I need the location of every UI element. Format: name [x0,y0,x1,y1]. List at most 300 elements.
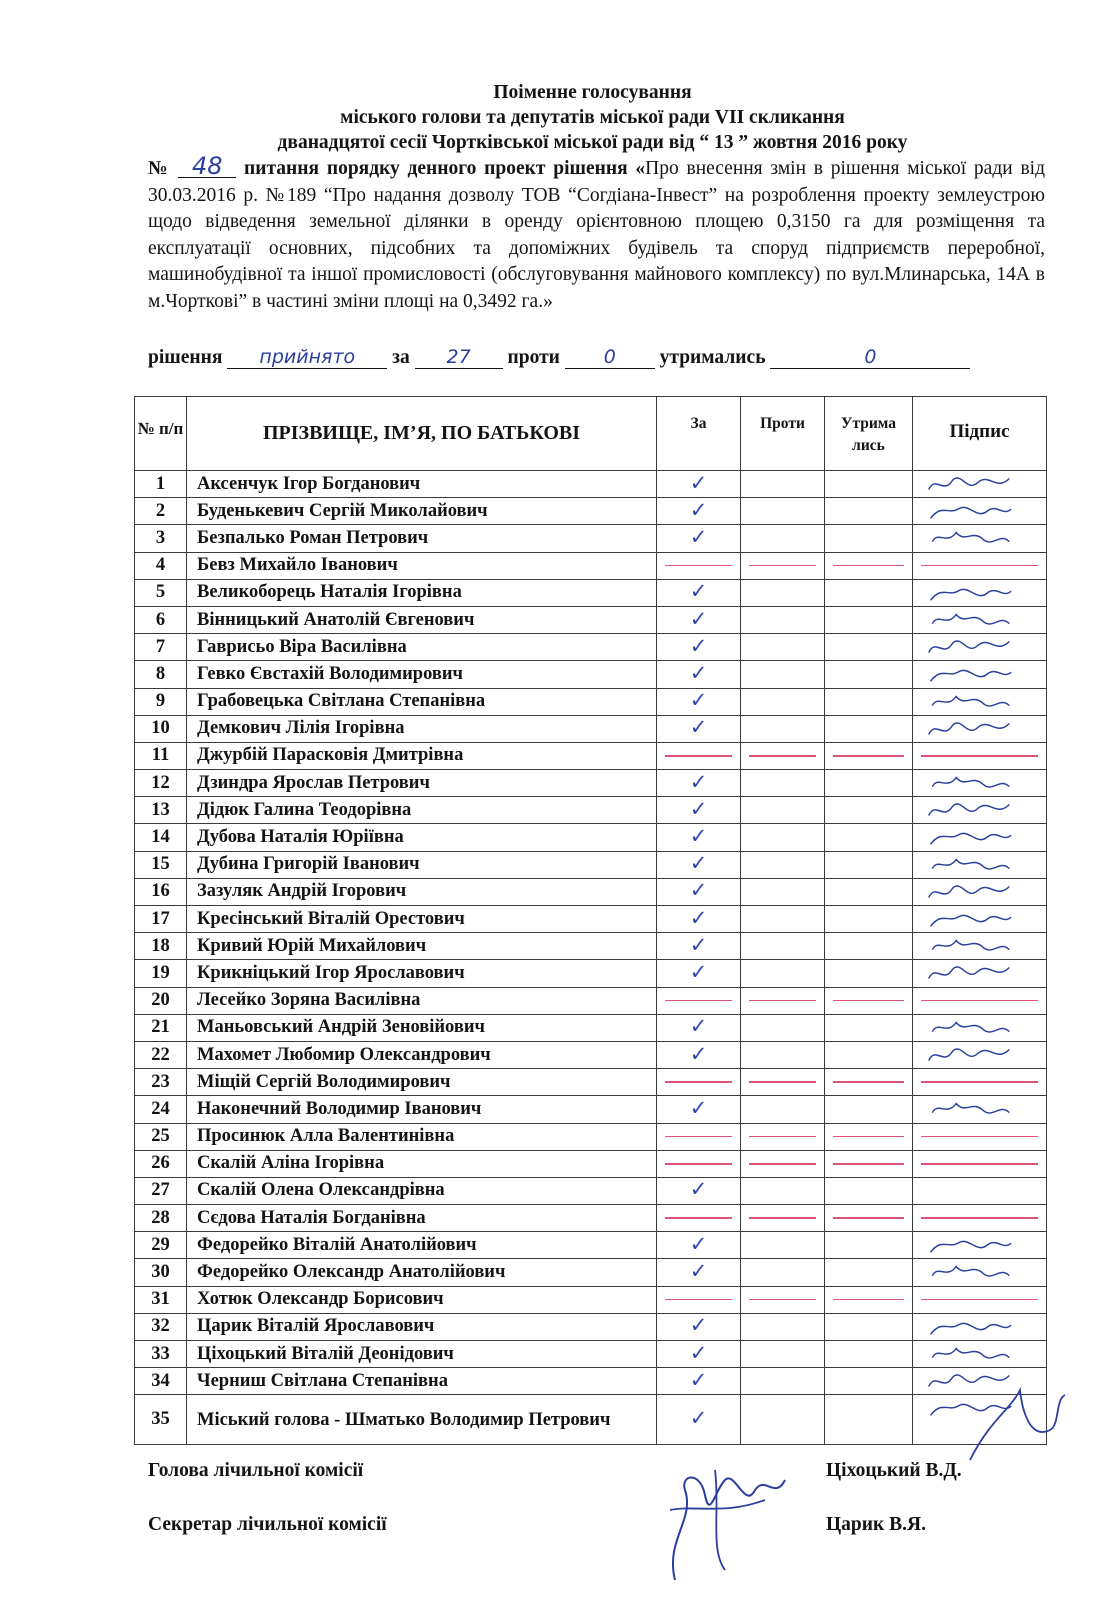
handwritten-signature [921,1098,1017,1120]
row-number: 2 [135,498,187,525]
table-row [135,1286,1047,1313]
checkmark-icon: ✓ [689,660,708,685]
row-name: Крикніцький Ігор Ярославович [187,960,657,987]
table-row [135,688,1047,715]
checkmark-icon: ✓ [689,688,708,713]
row-name: Кривий Юрій Михайлович [187,933,657,960]
row-number: 20 [135,987,187,1014]
absent-strike-line [921,1217,1038,1219]
row-name: Міщій Сергій Володимирович [187,1069,657,1096]
vote-abstain-cell [825,471,913,498]
header-name: ПРІЗВИЩЕ, ІМ’Я, ПО БАТЬКОВІ [187,397,657,471]
absent-strike-line [921,565,1038,567]
header-abstain: Утрима лись [825,397,913,471]
checkmark-icon: ✓ [689,1177,708,1202]
document-header [140,80,1045,155]
absent-strike-line [665,1000,732,1002]
header-session: дванадцятої сесії Чортківської міської ради від “ 13 ” жовтня 2016 року [277,132,908,153]
vote-for-cell [657,1368,741,1395]
checkmark-icon: ✓ [689,1231,708,1256]
handwritten-signature [921,1234,1017,1256]
row-number: 6 [135,606,187,633]
table-row [135,552,1047,579]
chair-label: Голова лічильної комісії [148,1460,364,1481]
vote-for-cell [657,960,741,987]
vote-for-cell [657,1014,741,1041]
vote-against-cell [741,987,825,1014]
absent-strike-line [749,1217,816,1219]
handwritten-signature [921,1316,1017,1338]
abstain-label: утримались [659,347,766,368]
for-label: за [392,347,410,368]
vote-for-cell [657,498,741,525]
table-row [135,498,1047,525]
checkmark-icon: ✓ [689,878,708,903]
absent-strike-line [921,1163,1038,1165]
table-row [135,634,1047,661]
vote-against-cell [741,960,825,987]
checkmark-icon: ✓ [689,524,708,549]
row-number: 30 [135,1259,187,1286]
row-name: Хотюк Олександр Борисович [187,1286,657,1313]
secretary-label: Секретар лічильної комісії [148,1514,387,1535]
row-name: Царик Віталій Ярославович [187,1313,657,1340]
signature-cell [913,1341,1047,1368]
absent-strike-line [749,565,816,567]
table-row [135,1150,1047,1177]
checkmark-icon: ✓ [689,1406,708,1431]
vote-abstain-cell [825,606,913,633]
table-row [135,661,1047,688]
row-number: 34 [135,1368,187,1395]
signature-cell [913,906,1047,933]
vote-for-cell [657,770,741,797]
vote-abstain-cell [825,742,913,769]
table-row [135,1259,1047,1286]
signature-cell [913,960,1047,987]
row-number: 28 [135,1205,187,1232]
table-row [135,1041,1047,1068]
row-name: Гаврисьо Віра Василівна [187,634,657,661]
vote-abstain-cell [825,797,913,824]
vote-against-cell [741,1368,825,1395]
against-label: проти [507,347,560,368]
checkmark-icon: ✓ [689,796,708,821]
absent-strike-line [921,1136,1038,1138]
checkmark-icon: ✓ [689,1259,708,1284]
vote-for-cell [657,661,741,688]
checkmark-icon: ✓ [689,1041,708,1066]
row-name: Маньовський Андрій Зеновійович [187,1014,657,1041]
row-number: 3 [135,525,187,552]
table-row [135,797,1047,824]
signature-cell [913,1205,1047,1232]
signature-cell [913,715,1047,742]
vote-for-cell [657,1069,741,1096]
row-number: 1 [135,471,187,498]
vote-against-cell [741,1123,825,1150]
table-row [135,1395,1047,1445]
vote-against-cell [741,552,825,579]
row-name: Дзиндра Ярослав Петрович [187,770,657,797]
vote-for-cell [657,1286,741,1313]
checkmark-icon: ✓ [689,1313,708,1338]
vote-rows [135,471,1047,1445]
table-row [135,1123,1047,1150]
vote-against-cell [741,661,825,688]
vote-for-cell [657,1096,741,1123]
signature-cell [913,851,1047,878]
absent-strike-line [833,1136,904,1138]
checkmark-icon: ✓ [689,1014,708,1039]
vote-abstain-cell [825,1205,913,1232]
row-name: Гевко Євстахій Володимирович [187,661,657,688]
row-name: Скалій Аліна Ігорівна [187,1150,657,1177]
vote-against-cell [741,634,825,661]
row-name: Великоборець Наталія Ігорівна [187,579,657,606]
table-row [135,1232,1047,1259]
handwritten-signature [921,500,1017,522]
handwritten-signature [921,527,1017,549]
vote-against-cell [741,606,825,633]
vote-against-cell [741,498,825,525]
row-number: 24 [135,1096,187,1123]
vote-for-cell [657,1259,741,1286]
vote-against-cell [741,770,825,797]
decision-label: рішення [148,347,223,368]
vote-abstain-cell [825,1368,913,1395]
vote-against-cell [741,1096,825,1123]
vote-abstain-cell [825,552,913,579]
table-row [135,606,1047,633]
signature-cell [913,987,1047,1014]
handwritten-signature [921,691,1017,713]
signature-cell [913,1259,1047,1286]
row-name: Грабовецька Світлана Степанівна [187,688,657,715]
for-count-field [415,346,503,369]
row-name: Кресінський Віталій Орестович [187,906,657,933]
table-row [135,851,1047,878]
decision-line [148,344,1045,372]
row-number: 11 [135,742,187,769]
vote-abstain-cell [825,1259,913,1286]
vote-abstain-cell [825,1177,913,1204]
handwritten-signature [921,1017,1017,1039]
absent-strike-line [833,1299,904,1301]
signature-cell [913,742,1047,769]
header-signature: Підпис [913,397,1047,471]
absent-strike-line [749,755,816,757]
signature-cell [913,933,1047,960]
vote-for-cell [657,1313,741,1340]
handwritten-signature [921,663,1017,685]
absent-strike-line [665,1217,732,1219]
vote-abstain-cell [825,525,913,552]
signature-cell [913,1123,1047,1150]
vote-against-cell [741,1150,825,1177]
vote-table [134,396,1047,1445]
vote-abstain-cell [825,1069,913,1096]
header-title: Поіменне голосування [493,82,692,103]
row-name: Сєдова Наталія Богданівна [187,1205,657,1232]
header-subtitle: міського голови та депутатів міської ради VII скликання [340,107,845,128]
vote-abstain-cell [825,770,913,797]
checkmark-icon: ✓ [689,851,708,876]
table-row [135,906,1047,933]
row-name: Дубова Наталія Юріївна [187,824,657,851]
signature-cell [913,688,1047,715]
vote-abstain-cell [825,878,913,905]
vote-for-cell [657,552,741,579]
checkmark-icon: ✓ [689,579,708,604]
signature-cell [913,797,1047,824]
vote-against-cell [741,715,825,742]
vote-for-cell [657,634,741,661]
table-row [135,824,1047,851]
vote-abstain-cell [825,688,913,715]
row-number: 35 [135,1395,187,1445]
row-number: 14 [135,824,187,851]
abstain-count: 0 [864,346,877,368]
signature-cell [913,634,1047,661]
table-row [135,878,1047,905]
vote-abstain-cell [825,824,913,851]
signature-cell [913,661,1047,688]
vote-abstain-cell [825,987,913,1014]
vote-for-cell [657,742,741,769]
row-number: 5 [135,579,187,606]
row-name: Лесейко Зоряна Василівна [187,987,657,1014]
checkmark-icon: ✓ [689,769,708,794]
row-number: 32 [135,1313,187,1340]
row-name: Наконечний Володимир Іванович [187,1096,657,1123]
handwritten-signature [921,473,1017,495]
vote-abstain-cell [825,1232,913,1259]
row-name: Скалій Олена Олександрівна [187,1177,657,1204]
checkmark-icon: ✓ [689,606,708,631]
handwritten-signature [921,636,1017,658]
vote-against-cell [741,878,825,905]
table-row [135,1205,1047,1232]
vote-abstain-cell [825,1041,913,1068]
absent-strike-line [665,1081,732,1083]
row-number: 26 [135,1150,187,1177]
row-name: Дубина Григорій Іванович [187,851,657,878]
vote-against-cell [741,1069,825,1096]
handwritten-signature [921,772,1017,794]
absent-strike-line [833,755,904,757]
signature-cell [913,579,1047,606]
table-row [135,1177,1047,1204]
header-against: Проти [741,397,825,471]
commission-signatures [655,1450,805,1590]
vote-against-cell [741,851,825,878]
table-row [135,770,1047,797]
vote-for-cell [657,1341,741,1368]
row-number: 15 [135,851,187,878]
row-number: 8 [135,661,187,688]
absent-strike-line [749,1081,816,1083]
row-number: 17 [135,906,187,933]
vote-against-cell [741,525,825,552]
header-for: За [657,397,741,471]
checkmark-icon: ✓ [689,470,708,495]
vote-against-cell [741,688,825,715]
vote-against-cell [741,1286,825,1313]
row-number: 13 [135,797,187,824]
vote-against-cell [741,1259,825,1286]
row-name: Бевз Михайло Іванович [187,552,657,579]
question-text [148,152,1045,315]
question-number [178,152,236,180]
checkmark-icon: ✓ [689,932,708,957]
vote-against-cell [741,1232,825,1259]
signature-cell [913,498,1047,525]
absent-strike-line [833,1217,904,1219]
vote-for-cell [657,715,741,742]
signature-cell [913,878,1047,905]
checkmark-icon: ✓ [689,497,708,522]
vote-abstain-cell [825,1123,913,1150]
vote-for-cell [657,797,741,824]
vote-against-cell [741,1313,825,1340]
row-name: Зазуляк Андрій Ігорович [187,878,657,905]
absent-strike-line [833,1000,904,1002]
vote-against-cell [741,742,825,769]
abstain-count-field [770,346,970,369]
handwritten-signature [921,1044,1017,1066]
vote-against-cell [741,933,825,960]
checkmark-icon: ✓ [689,959,708,984]
table-row [135,987,1047,1014]
row-number: 12 [135,770,187,797]
absent-strike-line [665,1299,732,1301]
against-count: 0 [603,346,616,368]
row-number: 16 [135,878,187,905]
vote-for-cell [657,906,741,933]
against-count-field [565,346,655,369]
vote-abstain-cell [825,1313,913,1340]
table-header-row [135,397,1047,471]
absent-strike-line [833,1081,904,1083]
handwritten-signature [921,609,1017,631]
row-name: Джурбій Парасковія Дмитрівна [187,742,657,769]
table-row [135,1069,1047,1096]
handwritten-signature [921,826,1017,848]
vote-abstain-cell [825,634,913,661]
vote-abstain-cell [825,1150,913,1177]
vote-for-cell [657,878,741,905]
table-row [135,715,1047,742]
checkmark-icon: ✓ [689,1095,708,1120]
signature-cell [913,1014,1047,1041]
row-number: 7 [135,634,187,661]
signature-cell [913,1150,1047,1177]
table-row [135,579,1047,606]
signature-cell [913,1096,1047,1123]
absent-strike-line [921,1081,1038,1083]
table-row [135,1368,1047,1395]
checkmark-icon: ✓ [689,1367,708,1392]
vote-abstain-cell [825,960,913,987]
vote-abstain-cell [825,933,913,960]
handwritten-signature [921,908,1017,930]
handwritten-signature [921,881,1017,903]
absent-strike-line [665,565,732,567]
secretary-name: Царик В.Я. [826,1514,926,1535]
vote-for-cell [657,987,741,1014]
vote-abstain-cell [825,1341,913,1368]
question-number-handwritten: 48 [191,152,223,180]
row-name: Аксенчук Ігор Богданович [187,471,657,498]
question-body: Про внесення змін в рішення міської ради від 30.03.2016 р. №189 “Про надання дозволу ТОВ “Согдіана-Інвест” на розроблення проекту землеустрою щодо відведення земельної ділянки в оренду орієнтовною площею 0,3150 га для розміщення та експлуатації основних, підсобних та допоміжних будівель та споруд підприємств переробної, машинобудівної та іншої промисловості (обслуговування майнового комплексу) по вул.Млинарська, 14А в м.Чорткові” в частині зміни площі на 0,3492 га.» [148,158,1045,312]
chair-signature [960,1380,1070,1470]
checkmark-icon: ✓ [689,1340,708,1365]
question-number-label: № [148,158,171,179]
row-name: Просинюк Алла Валентинівна [187,1123,657,1150]
vote-abstain-cell [825,1014,913,1041]
row-number: 29 [135,1232,187,1259]
handwritten-signature [921,935,1017,957]
absent-strike-line [921,1000,1038,1002]
absent-strike-line [665,755,732,757]
handwritten-signature [921,1343,1017,1365]
question-lead: питання порядку денного проект рішення « [236,158,646,179]
row-number: 23 [135,1069,187,1096]
vote-abstain-cell [825,906,913,933]
row-number: 27 [135,1177,187,1204]
absent-strike-line [921,755,1038,757]
signature-cell [913,471,1047,498]
decision-result-field [227,346,387,369]
checkmark-icon: ✓ [689,715,708,740]
row-number: 33 [135,1341,187,1368]
for-count: 27 [446,346,471,368]
row-number: 25 [135,1123,187,1150]
row-name: Черниш Світлана Степанівна [187,1368,657,1395]
vote-for-cell [657,1123,741,1150]
vote-abstain-cell [825,1395,913,1445]
vote-for-cell [657,1232,741,1259]
checkmark-icon: ✓ [689,824,708,849]
signature-cell [913,1313,1047,1340]
handwritten-signature [921,582,1017,604]
row-number: 21 [135,1014,187,1041]
vote-against-cell [741,906,825,933]
vote-for-cell [657,579,741,606]
vote-for-cell [657,933,741,960]
absent-strike-line [665,1136,732,1138]
vote-against-cell [741,1205,825,1232]
row-name: Махомет Любомир Олександрович [187,1041,657,1068]
row-name: Дідюк Галина Теодорівна [187,797,657,824]
vote-for-cell [657,1177,741,1204]
vote-abstain-cell [825,1096,913,1123]
row-number: 4 [135,552,187,579]
row-name: Ціхоцький Віталій Деонідович [187,1341,657,1368]
signature-cell [913,770,1047,797]
signature-cell [913,1177,1047,1204]
row-name: Міський голова - Шматько Володимир Петрович [187,1395,657,1445]
absent-strike-line [665,1163,732,1165]
handwritten-signature [921,799,1017,821]
vote-against-cell [741,1177,825,1204]
table-row [135,1313,1047,1340]
vote-abstain-cell [825,715,913,742]
vote-against-cell [741,1395,825,1445]
table-row [135,933,1047,960]
signature-cell [913,606,1047,633]
